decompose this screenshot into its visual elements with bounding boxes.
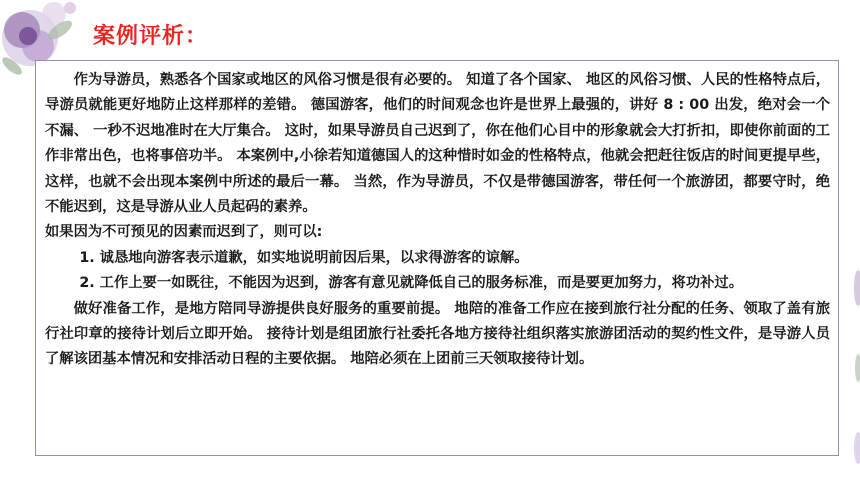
list-item-apologize: 1. 诚恳地向游客表示道歉，如实地说明前因后果，以求得游客的谅解。 — [79, 249, 529, 266]
case-analysis-box — [35, 60, 839, 456]
slide-title: 案例评析： — [93, 24, 209, 49]
leaf-accent-icon — [848, 248, 860, 484]
paragraph-if-late: 如果因为不可预见的因素而迟到了，则可以: — [45, 224, 323, 241]
paragraph-customs: 作为导游员，熟悉各个国家或地区的风俗习惯是很有必要的。 知道了各个国家、 地区的风俗习惯、人民的性格特点后，导游员就能更好地防止这样那样的差错。 德国游客，他们的时间观念也许是世界上最强的，讲好 8 : 00 出发，绝对会一个不漏、 一秒不迟地准时在大厅集合。 这时，如果导游员自己迟到了，你在他们心目中的形象就会大打折扣，即使你前面的工作非常出色，也将事倍功半。 本案例中,小徐若知道德国人的这种惜时如金的性格特点，他就会把赶往饭店的时间更提早些，这样，也就不会出现本案例中所述的最后一幕。 当然，作为导游员，不仅是带德国游客，带任何一个旅游团，都要守时，绝不能迟到，这是导游从业人员起码的素养。 — [45, 72, 830, 216]
paragraph-preparation: 做好准备工作，是地方陪同导游提供良好服务的重要前提。 地陪的准备工作应在接到旅行社分配的任务、领取了盖有旅行社印章的接待计划后立即开始。 接待计划是组团旅行社委托各地方接待社组织落实旅游团活动的契约性文件，是导游人员了解该团基本情况和安排活动日程的主要依据。 地陪必须在上团前三天领取接待计划。 — [45, 300, 830, 368]
list-item-keep-standard: 2. 工作上要一如既往，不能因为迟到，游客有意见就降低自己的服务标准，而是要更加努力，将功补过。 — [79, 275, 744, 292]
